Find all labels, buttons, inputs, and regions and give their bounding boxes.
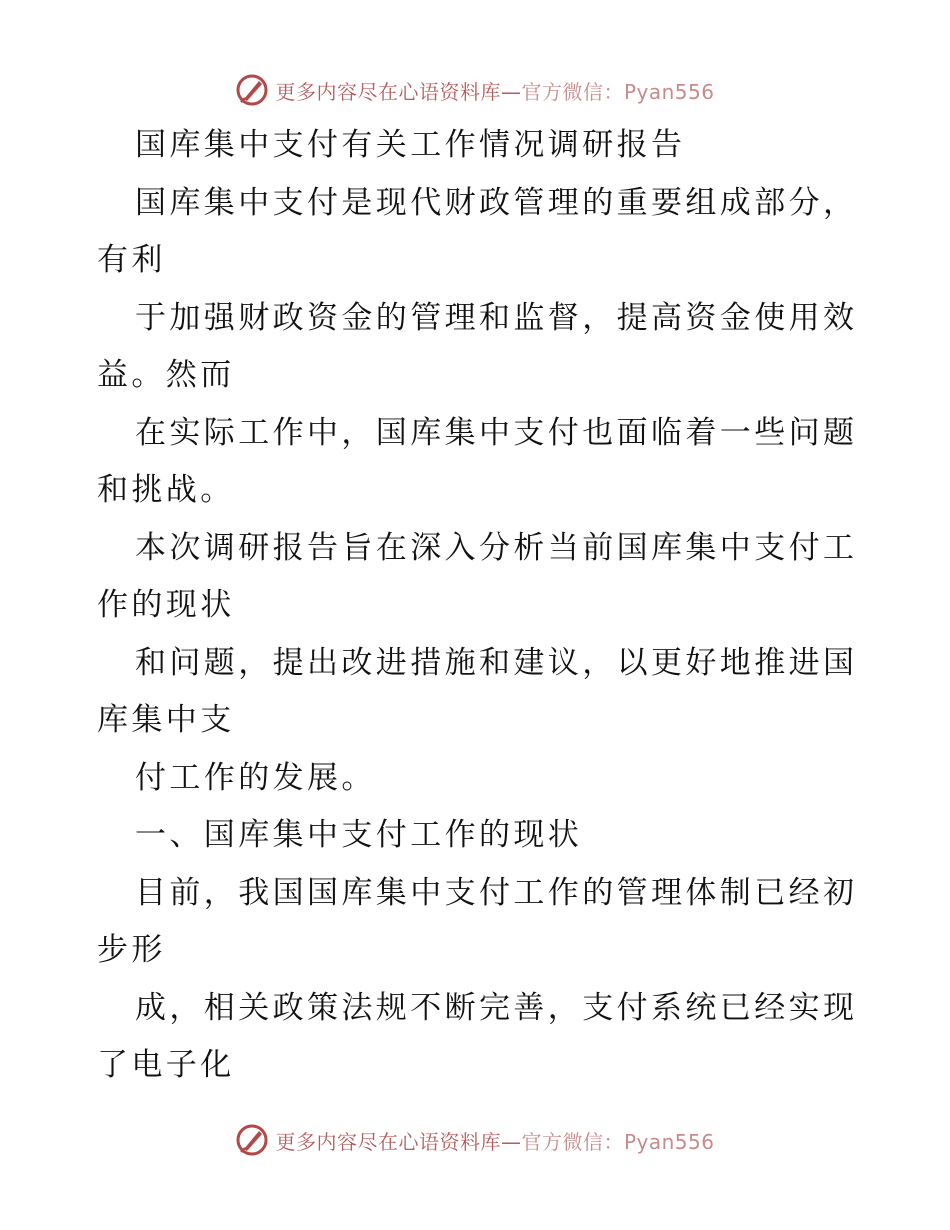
banner-text: 更多内容尽在心语资料库—官方微信：Pyan556 bbox=[275, 1129, 715, 1154]
text-line: 一、国库集中支付工作的现状 bbox=[135, 817, 583, 853]
text-line: 了电子化 bbox=[97, 1047, 235, 1083]
banner-content bbox=[235, 73, 714, 107]
text-line: 付工作的发展。 bbox=[135, 759, 376, 796]
document-body bbox=[97, 117, 857, 1095]
quill-seal-icon bbox=[235, 73, 269, 107]
text-line: 国库集中支付是现代财政管理的重要组成部分， bbox=[135, 184, 857, 221]
text-line: 和挑战。 bbox=[97, 472, 235, 508]
text-line: 益。然而 bbox=[97, 357, 235, 393]
banner-content bbox=[235, 1123, 714, 1157]
text-line: 成，相关政策法规不断完善，支付系统已经实现 bbox=[135, 989, 857, 1026]
header-banner bbox=[0, 70, 950, 110]
text-line: 国库集中支付有关工作情况调研报告 bbox=[135, 127, 686, 163]
footer-banner bbox=[0, 1120, 950, 1160]
text-line: 和问题，提出改进措施和建议，以更好地推进国 bbox=[135, 644, 857, 681]
text-line: 有利 bbox=[97, 242, 166, 278]
banner-text: 更多内容尽在心语资料库—官方微信：Pyan556 bbox=[275, 79, 715, 104]
text-line: 步形 bbox=[97, 932, 166, 968]
text-line: 作的现状 bbox=[97, 587, 235, 623]
text-line: 本次调研报告旨在深入分析当前国库集中支付工 bbox=[135, 529, 857, 566]
text-line: 目前，我国国库集中支付工作的管理体制已经初 bbox=[135, 874, 857, 911]
text-line: 于加强财政资金的管理和监督，提高资金使用效 bbox=[135, 299, 857, 336]
quill-seal-icon bbox=[235, 1123, 269, 1157]
text-line: 在实际工作中，国库集中支付也面临着一些问题 bbox=[135, 414, 857, 451]
text-line: 库集中支 bbox=[97, 702, 235, 738]
